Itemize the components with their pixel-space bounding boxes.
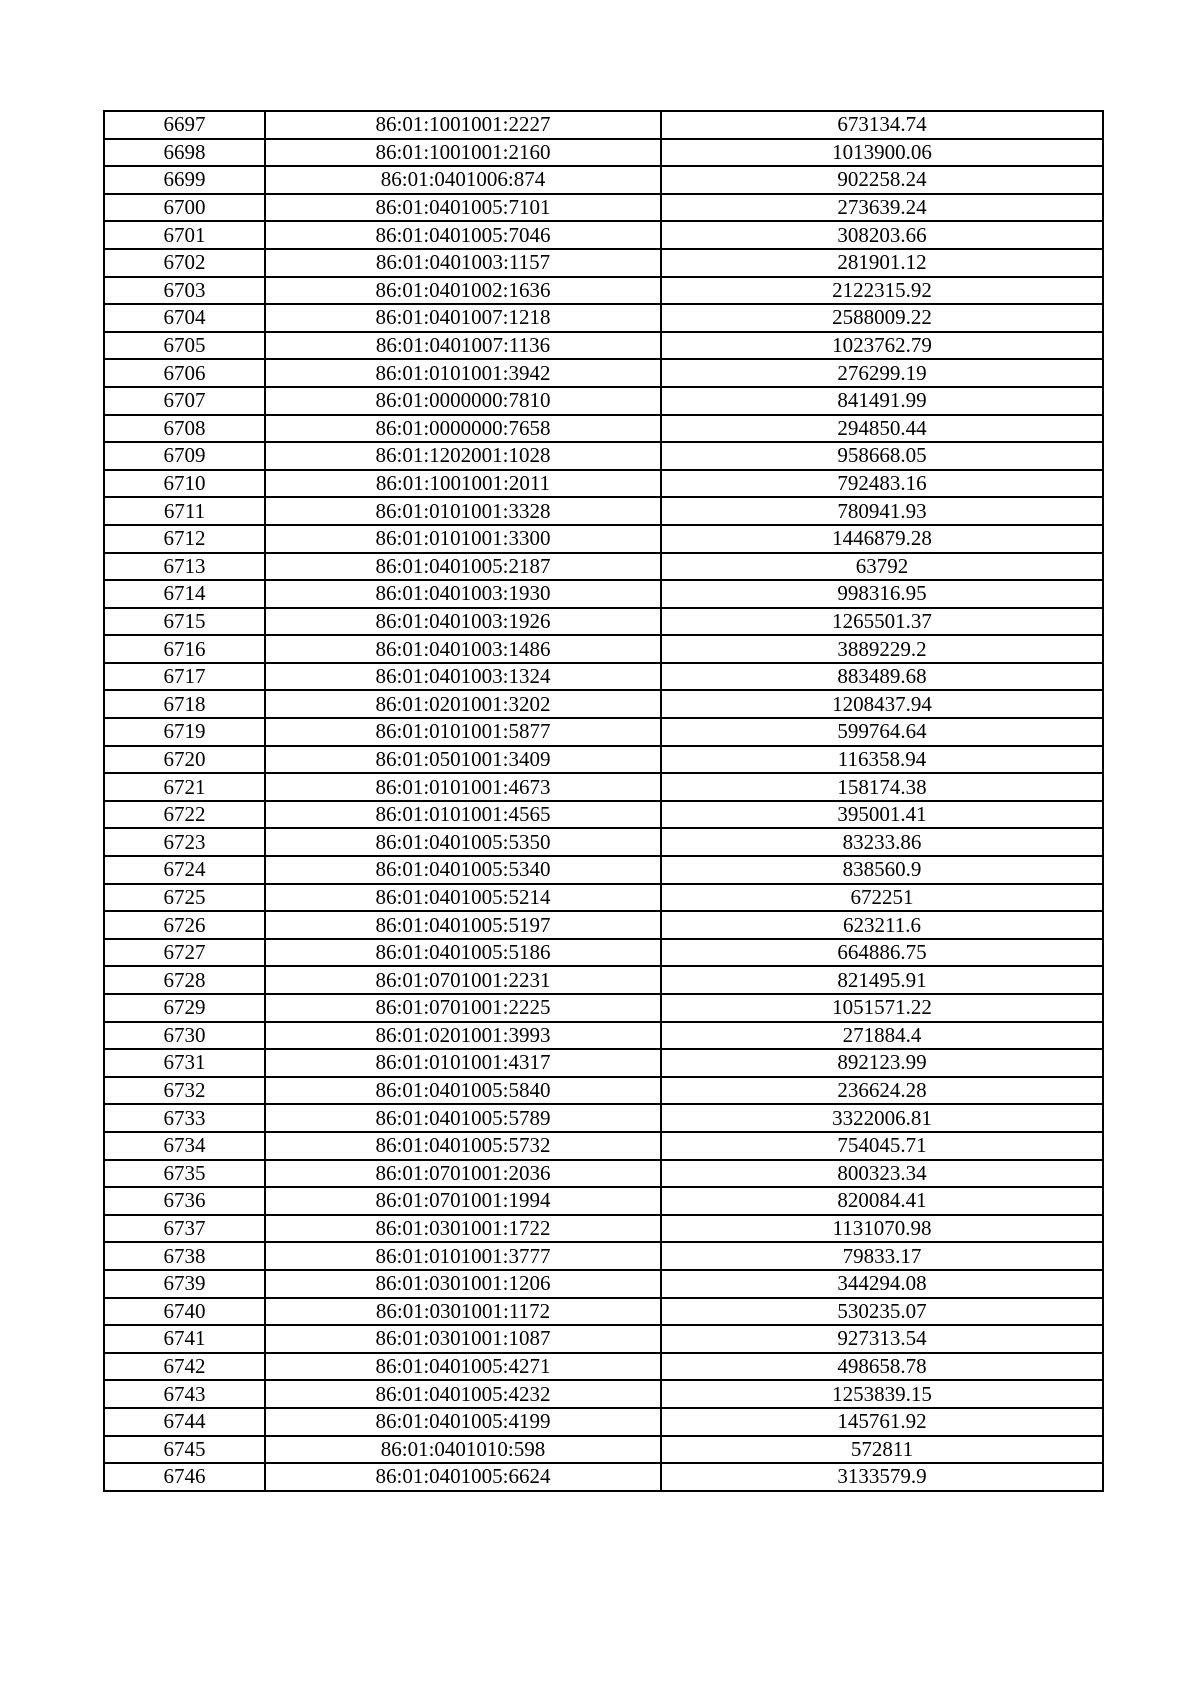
cadastral-number-cell: 86:01:0401005:7046 [265, 221, 661, 249]
cadastral-number-cell: 86:01:0701001:1994 [265, 1187, 661, 1215]
value-cell: 800323.34 [661, 1160, 1103, 1188]
table-row [104, 856, 1103, 884]
value-cell: 1253839.15 [661, 1380, 1103, 1408]
cadastral-number-cell: 86:01:0101001:4317 [265, 1049, 661, 1077]
value-cell: 63792 [661, 553, 1103, 581]
cadastral-number-cell: 86:01:0401002:1636 [265, 277, 661, 305]
row-number-cell: 6702 [104, 249, 265, 277]
row-number-cell: 6731 [104, 1049, 265, 1077]
cadastral-number-cell: 86:01:0301001:1206 [265, 1270, 661, 1298]
cadastral-number-cell: 86:01:0101001:3777 [265, 1242, 661, 1270]
row-number-cell: 6733 [104, 1104, 265, 1132]
row-number-cell: 6701 [104, 221, 265, 249]
value-cell: 3133579.9 [661, 1463, 1103, 1491]
row-number-cell: 6715 [104, 608, 265, 636]
cadastral-number-cell: 86:01:0701001:2225 [265, 994, 661, 1022]
value-cell: 3889229.2 [661, 635, 1103, 663]
table-row [104, 773, 1103, 801]
row-number-cell: 6743 [104, 1380, 265, 1408]
table-row [104, 221, 1103, 249]
table-row [104, 194, 1103, 222]
value-cell: 116358.94 [661, 746, 1103, 774]
cadastral-number-cell: 86:01:0401005:6624 [265, 1463, 661, 1491]
value-cell: 308203.66 [661, 221, 1103, 249]
row-number-cell: 6704 [104, 304, 265, 332]
row-number-cell: 6703 [104, 277, 265, 305]
value-cell: 780941.93 [661, 497, 1103, 525]
cadastral-number-cell: 86:01:0401005:4232 [265, 1380, 661, 1408]
cadastral-number-cell: 86:01:1001001:2227 [265, 111, 661, 139]
cadastral-number-cell: 86:01:0401003:1157 [265, 249, 661, 277]
value-cell: 1446879.28 [661, 525, 1103, 553]
value-cell: 1131070.98 [661, 1215, 1103, 1243]
cadastral-number-cell: 86:01:1202001:1028 [265, 442, 661, 470]
table-row [104, 994, 1103, 1022]
cadastral-number-cell: 86:01:0401005:5732 [265, 1132, 661, 1160]
row-number-cell: 6735 [104, 1160, 265, 1188]
row-number-cell: 6711 [104, 497, 265, 525]
cadastral-number-cell: 86:01:0401010:598 [265, 1436, 661, 1464]
value-cell: 998316.95 [661, 580, 1103, 608]
cadastral-number-cell: 86:01:0401005:7101 [265, 194, 661, 222]
value-cell: 572811 [661, 1436, 1103, 1464]
row-number-cell: 6706 [104, 359, 265, 387]
cadastral-number-cell: 86:01:0401005:2187 [265, 553, 661, 581]
table-body [104, 111, 1103, 1491]
value-cell: 792483.16 [661, 470, 1103, 498]
row-number-cell: 6726 [104, 911, 265, 939]
cadastral-number-cell: 86:01:0401005:5789 [265, 1104, 661, 1132]
table-row [104, 1132, 1103, 1160]
cadastral-number-cell: 86:01:0401005:5186 [265, 939, 661, 967]
row-number-cell: 6697 [104, 111, 265, 139]
row-number-cell: 6719 [104, 718, 265, 746]
table-row [104, 635, 1103, 663]
table-row [104, 139, 1103, 167]
value-cell: 892123.99 [661, 1049, 1103, 1077]
value-cell: 754045.71 [661, 1132, 1103, 1160]
value-cell: 281901.12 [661, 249, 1103, 277]
cadastral-number-cell: 86:01:0301001:1172 [265, 1298, 661, 1326]
table-row [104, 442, 1103, 470]
table-row [104, 1463, 1103, 1491]
cadastral-number-cell: 86:01:0401006:874 [265, 166, 661, 194]
row-number-cell: 6714 [104, 580, 265, 608]
cadastral-number-cell: 86:01:0401005:5214 [265, 884, 661, 912]
row-number-cell: 6713 [104, 553, 265, 581]
row-number-cell: 6746 [104, 1463, 265, 1491]
value-cell: 883489.68 [661, 663, 1103, 691]
row-number-cell: 6724 [104, 856, 265, 884]
cadastral-number-cell: 86:01:0000000:7810 [265, 387, 661, 415]
table-row [104, 1160, 1103, 1188]
cadastral-number-cell: 86:01:1001001:2160 [265, 139, 661, 167]
value-cell: 841491.99 [661, 387, 1103, 415]
row-number-cell: 6734 [104, 1132, 265, 1160]
table-row [104, 1215, 1103, 1243]
cadastral-number-cell: 86:01:0401003:1486 [265, 635, 661, 663]
value-cell: 2122315.92 [661, 277, 1103, 305]
value-cell: 1013900.06 [661, 139, 1103, 167]
cadastral-number-cell: 86:01:0101001:3300 [265, 525, 661, 553]
row-number-cell: 6741 [104, 1325, 265, 1353]
value-cell: 498658.78 [661, 1353, 1103, 1381]
table-row [104, 1325, 1103, 1353]
table-row [104, 911, 1103, 939]
row-number-cell: 6720 [104, 746, 265, 774]
row-number-cell: 6728 [104, 966, 265, 994]
row-number-cell: 6737 [104, 1215, 265, 1243]
cadastral-number-cell: 86:01:0701001:2231 [265, 966, 661, 994]
cadastral-number-cell: 86:01:0401003:1930 [265, 580, 661, 608]
cadastral-number-cell: 86:01:0201001:3202 [265, 690, 661, 718]
table-row [104, 939, 1103, 967]
cadastral-number-cell: 86:01:0101001:3942 [265, 359, 661, 387]
value-cell: 664886.75 [661, 939, 1103, 967]
row-number-cell: 6716 [104, 635, 265, 663]
table-row [104, 1077, 1103, 1105]
table-row [104, 884, 1103, 912]
value-cell: 838560.9 [661, 856, 1103, 884]
table-row [104, 1270, 1103, 1298]
table-row [104, 525, 1103, 553]
value-cell: 927313.54 [661, 1325, 1103, 1353]
value-cell: 958668.05 [661, 442, 1103, 470]
cadastral-number-cell: 86:01:0101001:4565 [265, 801, 661, 829]
row-number-cell: 6723 [104, 828, 265, 856]
cadastral-number-cell: 86:01:0201001:3993 [265, 1022, 661, 1050]
table-row [104, 828, 1103, 856]
row-number-cell: 6698 [104, 139, 265, 167]
table-row [104, 553, 1103, 581]
value-cell: 1208437.94 [661, 690, 1103, 718]
value-cell: 236624.28 [661, 1077, 1103, 1105]
row-number-cell: 6712 [104, 525, 265, 553]
row-number-cell: 6707 [104, 387, 265, 415]
cadastral-number-cell: 86:01:0401005:5197 [265, 911, 661, 939]
row-number-cell: 6732 [104, 1077, 265, 1105]
row-number-cell: 6738 [104, 1242, 265, 1270]
table-row [104, 470, 1103, 498]
row-number-cell: 6727 [104, 939, 265, 967]
table-row [104, 608, 1103, 636]
table-row [104, 497, 1103, 525]
value-cell: 820084.41 [661, 1187, 1103, 1215]
cadastral-number-cell: 86:01:0101001:5877 [265, 718, 661, 746]
value-cell: 3322006.81 [661, 1104, 1103, 1132]
row-number-cell: 6745 [104, 1436, 265, 1464]
table-row [104, 801, 1103, 829]
value-cell: 902258.24 [661, 166, 1103, 194]
value-cell: 273639.24 [661, 194, 1103, 222]
value-cell: 599764.64 [661, 718, 1103, 746]
table-row [104, 166, 1103, 194]
table-row [104, 111, 1103, 139]
table-row [104, 277, 1103, 305]
row-number-cell: 6705 [104, 332, 265, 360]
cadastral-number-cell: 86:01:0501001:3409 [265, 746, 661, 774]
value-cell: 271884.4 [661, 1022, 1103, 1050]
value-cell: 1023762.79 [661, 332, 1103, 360]
row-number-cell: 6730 [104, 1022, 265, 1050]
cadastral-number-cell: 86:01:0401007:1136 [265, 332, 661, 360]
table-row [104, 1353, 1103, 1381]
table-row [104, 718, 1103, 746]
cadastral-number-cell: 86:01:0401007:1218 [265, 304, 661, 332]
table-row [104, 359, 1103, 387]
value-cell: 1265501.37 [661, 608, 1103, 636]
value-cell: 530235.07 [661, 1298, 1103, 1326]
value-cell: 344294.08 [661, 1270, 1103, 1298]
row-number-cell: 6708 [104, 415, 265, 443]
cadastral-number-cell: 86:01:0701001:2036 [265, 1160, 661, 1188]
table-row [104, 746, 1103, 774]
cadastral-number-cell: 86:01:0401005:5840 [265, 1077, 661, 1105]
row-number-cell: 6717 [104, 663, 265, 691]
document-page [103, 110, 1104, 1492]
row-number-cell: 6729 [104, 994, 265, 1022]
table-row [104, 1298, 1103, 1326]
cadastral-number-cell: 86:01:1001001:2011 [265, 470, 661, 498]
value-cell: 79833.17 [661, 1242, 1103, 1270]
table-row [104, 690, 1103, 718]
row-number-cell: 6740 [104, 1298, 265, 1326]
row-number-cell: 6721 [104, 773, 265, 801]
table-row [104, 966, 1103, 994]
cadastral-number-cell: 86:01:0401003:1926 [265, 608, 661, 636]
table-row [104, 1436, 1103, 1464]
table-row [104, 580, 1103, 608]
row-number-cell: 6718 [104, 690, 265, 718]
table-row [104, 304, 1103, 332]
value-cell: 83233.86 [661, 828, 1103, 856]
value-cell: 821495.91 [661, 966, 1103, 994]
value-cell: 145761.92 [661, 1408, 1103, 1436]
row-number-cell: 6699 [104, 166, 265, 194]
value-cell: 276299.19 [661, 359, 1103, 387]
table-row [104, 415, 1103, 443]
cadastral-number-cell: 86:01:0101001:3328 [265, 497, 661, 525]
table-row [104, 1104, 1103, 1132]
data-table [103, 110, 1104, 1492]
value-cell: 395001.41 [661, 801, 1103, 829]
row-number-cell: 6709 [104, 442, 265, 470]
cadastral-number-cell: 86:01:0301001:1087 [265, 1325, 661, 1353]
row-number-cell: 6722 [104, 801, 265, 829]
value-cell: 623211.6 [661, 911, 1103, 939]
cadastral-number-cell: 86:01:0401005:4199 [265, 1408, 661, 1436]
table-row [104, 1022, 1103, 1050]
value-cell: 673134.74 [661, 111, 1103, 139]
table-row [104, 1187, 1103, 1215]
cadastral-number-cell: 86:01:0101001:4673 [265, 773, 661, 801]
cadastral-number-cell: 86:01:0401005:5340 [265, 856, 661, 884]
row-number-cell: 6739 [104, 1270, 265, 1298]
value-cell: 2588009.22 [661, 304, 1103, 332]
table-row [104, 332, 1103, 360]
cadastral-number-cell: 86:01:0301001:1722 [265, 1215, 661, 1243]
row-number-cell: 6700 [104, 194, 265, 222]
cadastral-number-cell: 86:01:0401005:5350 [265, 828, 661, 856]
row-number-cell: 6736 [104, 1187, 265, 1215]
cadastral-number-cell: 86:01:0401003:1324 [265, 663, 661, 691]
table-row [104, 1049, 1103, 1077]
row-number-cell: 6725 [104, 884, 265, 912]
row-number-cell: 6744 [104, 1408, 265, 1436]
table-row [104, 1242, 1103, 1270]
table-row [104, 387, 1103, 415]
value-cell: 1051571.22 [661, 994, 1103, 1022]
table-row [104, 1380, 1103, 1408]
table-row [104, 249, 1103, 277]
table-row [104, 663, 1103, 691]
table-row [104, 1408, 1103, 1436]
value-cell: 158174.38 [661, 773, 1103, 801]
cadastral-number-cell: 86:01:0401005:4271 [265, 1353, 661, 1381]
cadastral-number-cell: 86:01:0000000:7658 [265, 415, 661, 443]
value-cell: 294850.44 [661, 415, 1103, 443]
value-cell: 672251 [661, 884, 1103, 912]
row-number-cell: 6742 [104, 1353, 265, 1381]
row-number-cell: 6710 [104, 470, 265, 498]
